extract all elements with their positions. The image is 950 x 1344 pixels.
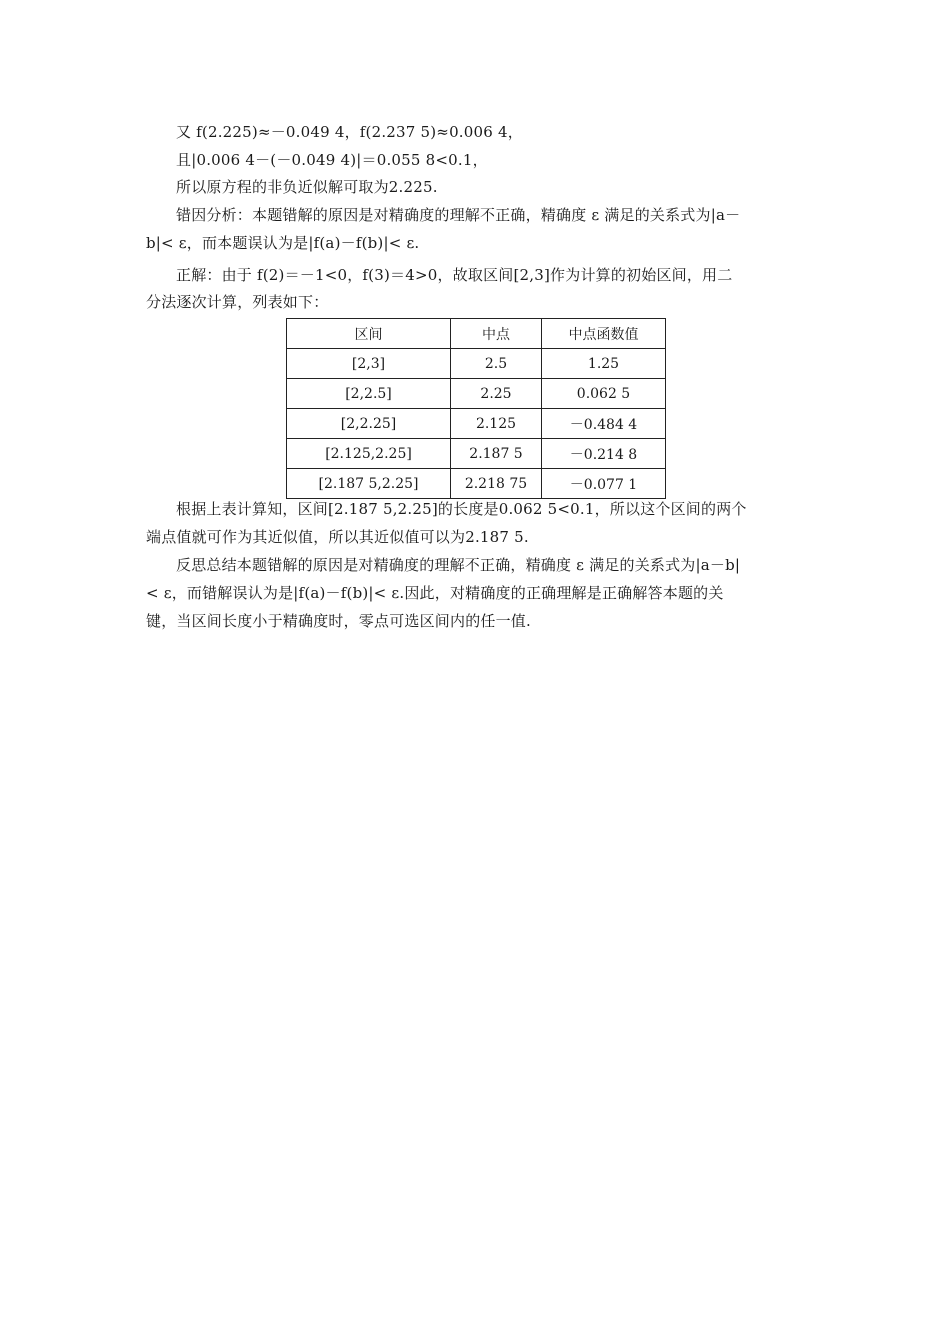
- table-cell: 2.187 5: [451, 439, 542, 469]
- column-header: 中点: [451, 319, 542, 349]
- bisection-table: [286, 318, 666, 499]
- text-line: b|< ε，而本题误认为是|f(a)－f(b)|< ε.: [146, 234, 420, 252]
- column-header: 区间: [287, 319, 451, 349]
- table-row: [287, 409, 666, 439]
- error-analysis-line: 错因分析：本题错解的原因是对精确度的理解不正确，精确度 ε 满足的关系式为|a－: [176, 206, 741, 224]
- table-row: [287, 349, 666, 379]
- table-row: [287, 379, 666, 409]
- table-cell: －0.077 1: [542, 469, 666, 499]
- table-cell: [2,2.5]: [287, 379, 451, 409]
- reflection-line: 反思总结本题错解的原因是对精确度的理解不正确，精确度 ε 满足的关系式为|a－b|: [176, 556, 741, 574]
- table-row: [287, 469, 666, 499]
- table-cell: [2.187 5,2.25]: [287, 469, 451, 499]
- column-header: 中点函数值: [542, 319, 666, 349]
- table-cell: －0.484 4: [542, 409, 666, 439]
- text-line: 分法逐次计算，列表如下：: [146, 293, 329, 311]
- text-line: < ε，而错解误认为是|f(a)－f(b)|< ε.因此，对精确度的正确理解是正确解答本题的关: [146, 584, 724, 602]
- table-cell: [2.125,2.25]: [287, 439, 451, 469]
- table-row: [287, 439, 666, 469]
- table-cell: 0.062 5: [542, 379, 666, 409]
- table-header-row: [287, 319, 666, 349]
- text-line: 又 f(2.225)≈－0.049 4，f(2.237 5)≈0.006 4，: [176, 123, 523, 141]
- text-line: 端点值就可作为其近似值，所以其近似值可以为2.187 5.: [146, 528, 529, 546]
- solution-line: 正解：由于 f(2)＝－1<0，f(3)＝4>0，故取区间[2,3]作为计算的初始区间，用二: [176, 266, 733, 284]
- table-cell: 2.25: [451, 379, 542, 409]
- table-cell: 2.125: [451, 409, 542, 439]
- table-cell: 1.25: [542, 349, 666, 379]
- table-cell: [2,3]: [287, 349, 451, 379]
- table-cell: 2.218 75: [451, 469, 542, 499]
- table-cell: －0.214 8: [542, 439, 666, 469]
- text-line: 所以原方程的非负近似解可取为2.225.: [176, 178, 438, 196]
- text-line: 键，当区间长度小于精确度时，零点可选区间内的任一值.: [146, 612, 531, 630]
- table-cell: [2,2.25]: [287, 409, 451, 439]
- table-cell: 2.5: [451, 349, 542, 379]
- conclusion-line: 根据上表计算知，区间[2.187 5,2.25]的长度是0.062 5<0.1，所以这个区间的两个: [176, 500, 747, 518]
- text-line: 且|0.006 4－(－0.049 4)|＝0.055 8<0.1，: [176, 151, 488, 169]
